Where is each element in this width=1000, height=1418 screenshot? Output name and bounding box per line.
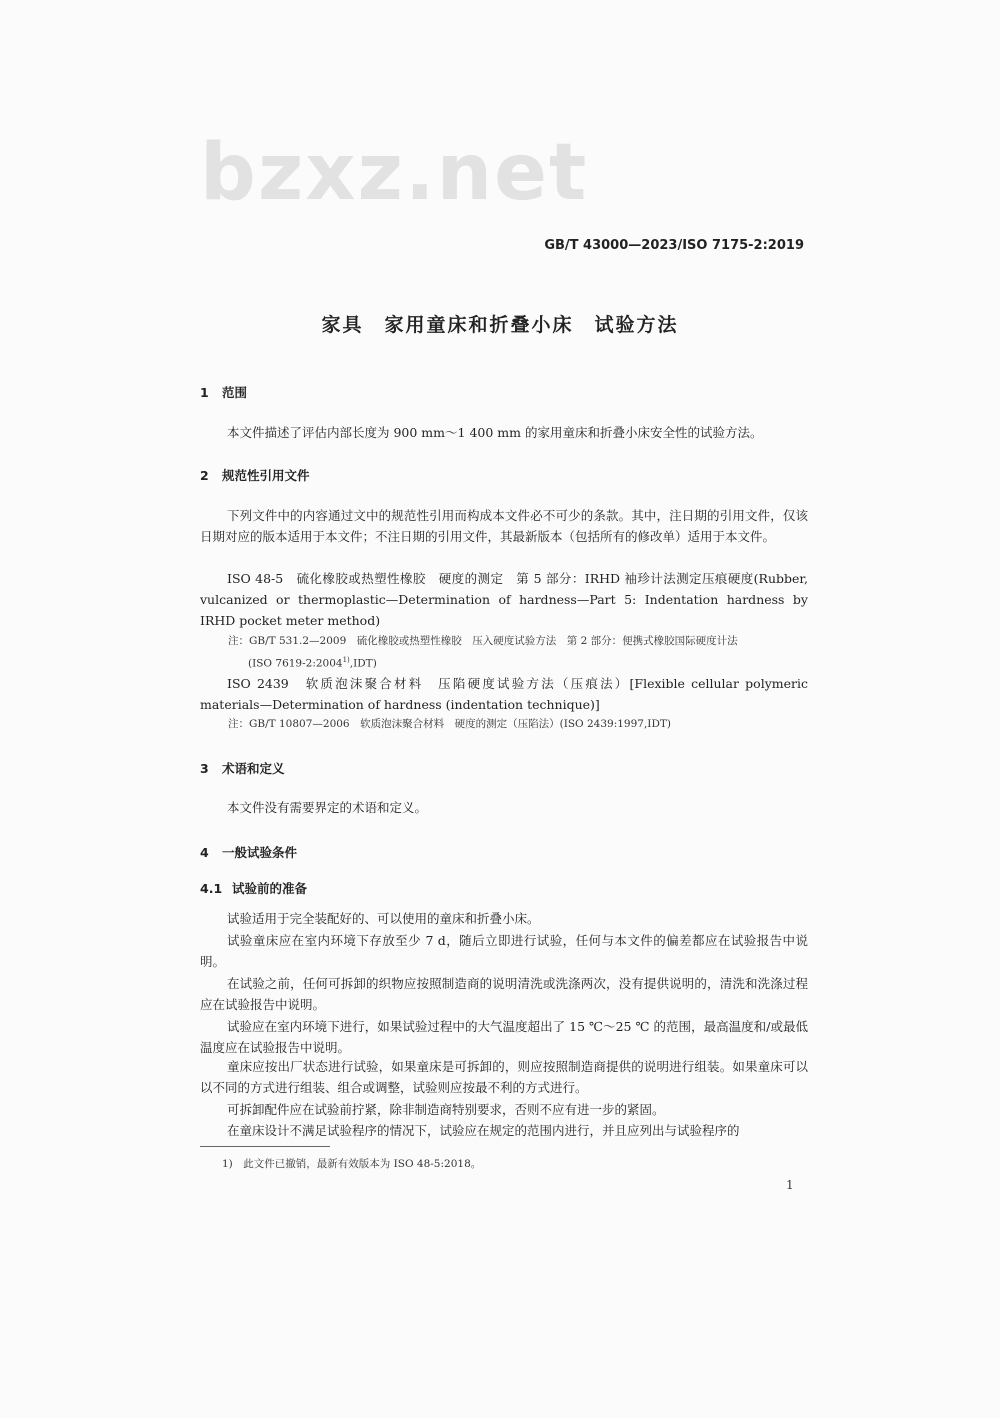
reference-iso-2439: ISO 2439 软质泡沫聚合材料 压陷硬度试验方法（压痕法）[Flexible cellular polymeric materials—Determination of hardness (indentation technique)] [200,676,808,712]
section-title: 范围 [222,385,248,400]
document-title: 家具 家用童床和折叠小床 试验方法 [321,314,679,336]
section-3-heading [200,759,285,777]
section-number: 1 [200,385,209,400]
reference-note-1 [228,632,808,674]
footnote-divider [200,1146,330,1147]
reference-note-2: 注：GB/T 10807—2006 软质泡沫聚合材料 硬度的测定（压陷法）(ISO 2439:1997,IDT) [228,718,671,730]
standard-number: GB/T 43000—2023/ISO 7175-2:2019 [544,238,804,253]
section-title: 一般试验条件 [222,845,298,860]
section-4-1-paragraph: 童床应按出厂状态进行试验，如果童床是可拆卸的，则应按照制造商提供的说明进行组装。如果童床可以以不同的方式进行组装、组合或调整，试验则应按最不利的方式进行。 [200,1059,808,1095]
section-number: 4.1 [200,881,223,896]
section-4-1-paragraph: 试验适用于完全装配好的、可以使用的童床和折叠小床。 [227,911,540,926]
note-text: ,IDT) [349,657,377,670]
watermark: bzxz.net [200,128,589,218]
section-title: 试验前的准备 [232,881,308,896]
section-1-heading [200,383,247,401]
section-4-1-paragraph: 试验应在室内环境下进行，如果试验过程中的大气温度超出了 15 ℃～25 ℃ 的范围，最高温度和/或最低温度应在试验报告中说明。 [200,1019,808,1055]
section-2-paragraph: 下列文件中的内容通过文中的规范性引用而构成本文件必不可少的条款。其中，注日期的引用文件，仅该日期对应的版本适用于本文件；不注日期的引用文件，其最新版本（包括所有的修改单）适用于本文件。 [200,508,808,544]
section-1-paragraph: 本文件描述了评估内部长度为 900 mm～1 400 mm 的家用童床和折叠小床安全性的试验方法。 [227,425,763,440]
section-number: 4 [200,845,209,860]
note-line: 注：GB/T 531.2—2009 硫化橡胶或热塑性橡胶 压入硬度试验方法 第 2 部分：便携式橡胶国际硬度计法 [228,635,738,647]
reference-iso-48-5: ISO 48-5 硫化橡胶或热塑性橡胶 硬度的测定 第 5 部分：IRHD 袖珍计法测定压痕硬度(Rubber, vulcanized or thermoplastic—Determination of hardness—Part 5: Indentation hardness by IRHD pocket meter method) [200,571,808,628]
footnote: 1) 此文件已撤销，最新有效版本为 ISO 48-5:2018。 [222,1158,482,1170]
section-4-1-paragraph: 试验童床应在室内环境下存放至少 7 d，随后立即进行试验，任何与本文件的偏差都应在试验报告中说明。 [200,933,808,969]
footnote-marker: 1) [342,656,350,664]
section-4-1-paragraph: 在试验之前，任何可拆卸的织物应按照制造商的说明清洗或洗涤两次，没有提供说明的，清洗和洗涤过程应在试验报告中说明。 [200,976,808,1012]
note-text: (ISO 7619-2:2004 [248,657,343,670]
section-2-heading [200,466,310,484]
section-number: 2 [200,468,209,483]
section-title: 术语和定义 [222,761,285,776]
section-4-1-heading [200,879,307,897]
section-title: 规范性引用文件 [222,468,310,483]
section-4-1-paragraph: 可拆卸配件应在试验前拧紧，除非制造商特别要求，否则不应有进一步的紧固。 [227,1102,665,1117]
section-4-heading [200,843,297,861]
section-4-1-paragraph: 在童床设计不满足试验程序的情况下，试验应在规定的范围内进行，并且应列出与试验程序的 [227,1123,740,1138]
section-number: 3 [200,761,209,776]
note-line [228,651,808,674]
section-3-paragraph: 本文件没有需要界定的术语和定义。 [227,800,428,815]
page-number: 1 [786,1178,794,1192]
